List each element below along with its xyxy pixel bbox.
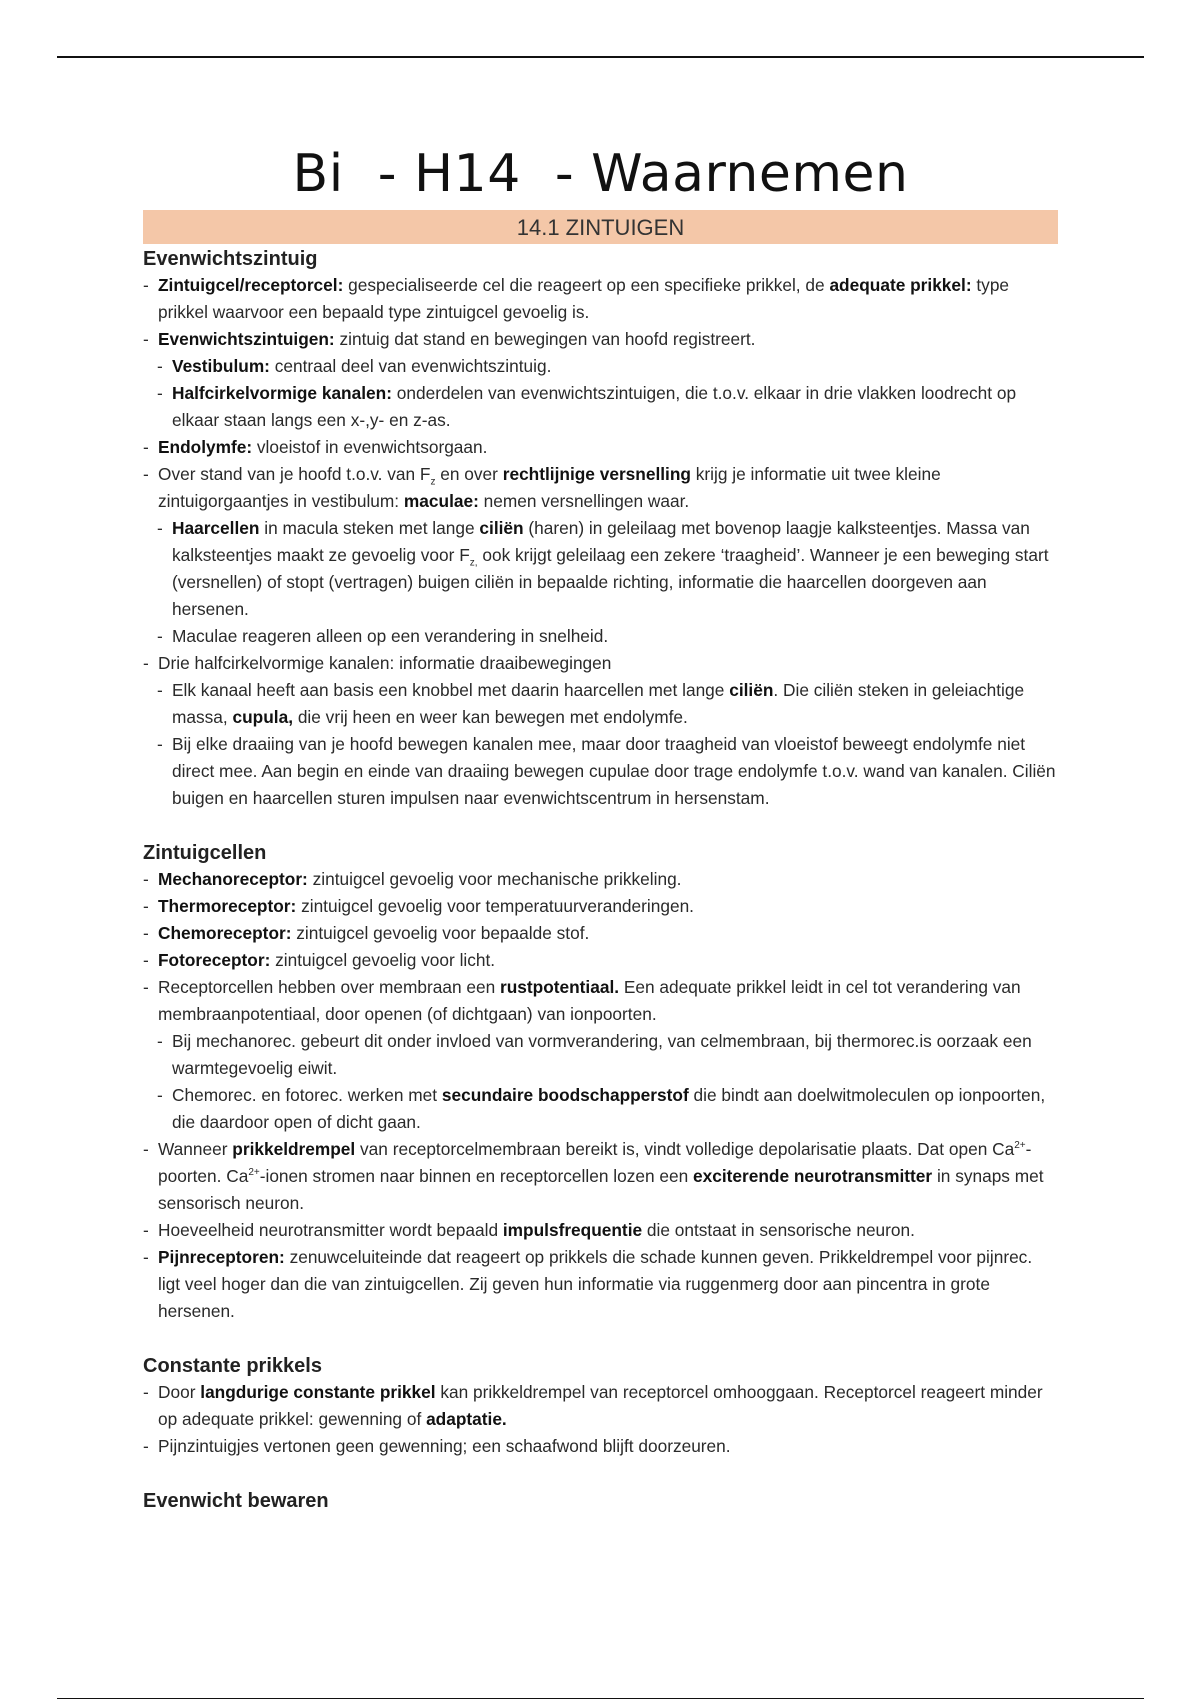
bold-term: adequate prikkel: bbox=[829, 275, 972, 295]
bold-term: maculae: bbox=[403, 491, 479, 511]
bold-term: ciliën bbox=[729, 680, 774, 700]
list-item bbox=[143, 866, 1058, 893]
superscript: 2+ bbox=[248, 1167, 260, 1179]
list-item bbox=[143, 380, 1058, 434]
list-item bbox=[143, 353, 1058, 380]
text-run: Hoeveelheid neurotransmitter wordt bepaald bbox=[158, 1220, 503, 1240]
text-run: Een adequate prikkel leidt in cel tot verandering van membraanpotentiaal, door openen (of dichtgaan) van ionpoorten. bbox=[158, 977, 1021, 1024]
text-run: zintuigcel gevoelig voor licht. bbox=[270, 950, 496, 970]
list-item bbox=[143, 515, 1058, 623]
list-item bbox=[143, 1136, 1058, 1217]
text-run: -poorten. Ca bbox=[158, 1139, 1032, 1186]
text-run: type prikkel waarvoor een bepaald type zintuigcel gevoelig is. bbox=[158, 275, 1010, 322]
text-run: zintuigcel gevoelig voor temperatuurveranderingen. bbox=[296, 896, 694, 916]
bold-term: Halfcirkelvormige kanalen: bbox=[172, 383, 392, 403]
list-item bbox=[143, 272, 1058, 326]
text-run: vloeistof in evenwichtsorgaan. bbox=[252, 437, 488, 457]
list-item bbox=[143, 1082, 1058, 1136]
list-item bbox=[143, 650, 1058, 677]
text-run: gespecialiseerde cel die reageert op een specifieke prikkel, de bbox=[343, 275, 830, 295]
bold-term: adaptatie. bbox=[426, 1409, 507, 1429]
text-run: Elk kanaal heeft aan basis een knobbel met daarin haarcellen met lange bbox=[172, 680, 730, 700]
text-run: in synaps met sensorisch neuron. bbox=[158, 1166, 1044, 1213]
text-run: van receptorcelmembraan bereikt is, vindt volledige depolarisatie plaats. Dat open Ca bbox=[355, 1139, 1015, 1159]
bullet-list bbox=[143, 272, 1058, 812]
list-item bbox=[143, 1244, 1058, 1325]
list-item bbox=[143, 947, 1058, 974]
text-run: Bij mechanorec. gebeurt dit onder invloed van vormverandering, van celmembraan, bij thermorec.is oorzaak een warmtegevoelig eiwit. bbox=[172, 1031, 1032, 1078]
section-heading: Evenwichtszintuig bbox=[143, 248, 318, 270]
text-run: (haren) in geleilaag met bovenop laagje kalksteentjes. Massa van kalksteentjes maakt ze gevoelig voor F bbox=[172, 518, 1030, 565]
bold-term: Pijnreceptoren: bbox=[158, 1247, 285, 1267]
list-item bbox=[143, 623, 1058, 650]
bold-term: impulsfrequentie bbox=[502, 1220, 643, 1240]
text-run: krijg je informatie uit twee kleine zintuigorgaantjes in vestibulum: bbox=[158, 464, 941, 511]
bold-term: langdurige constante prikkel bbox=[200, 1382, 436, 1402]
bold-term: Mechanoreceptor: bbox=[158, 869, 308, 889]
bold-term: ciliën bbox=[479, 518, 524, 538]
bold-term: Chemoreceptor: bbox=[158, 923, 292, 943]
section-heading: Zintuigcellen bbox=[143, 842, 267, 864]
section-heading: Constante prikkels bbox=[143, 1355, 322, 1377]
text-run: . Die ciliën steken in geleiachtige massa, bbox=[172, 680, 1025, 727]
text-run: kan prikkeldrempel van receptorcel omhooggaan. Receptorcel reageert minder op adequate prikkel: gewenning of bbox=[158, 1382, 1043, 1429]
text-run: Door bbox=[158, 1382, 201, 1402]
subscript: z, bbox=[469, 557, 478, 569]
text-run: en over bbox=[435, 464, 503, 484]
text-run: centraal deel van evenwichtszintuig. bbox=[269, 356, 552, 376]
bold-term: exciterende neurotransmitter bbox=[693, 1166, 933, 1186]
bold-term: Vestibulum: bbox=[172, 356, 270, 376]
bold-term: rechtlijnige versnelling bbox=[502, 464, 691, 484]
subscript: z bbox=[430, 476, 436, 488]
page-title: Bi - H14 - Waarnemen bbox=[292, 144, 909, 204]
list-item bbox=[143, 326, 1058, 353]
bold-term: secundaire boodschapperstof bbox=[441, 1085, 689, 1105]
bold-term: rustpotentiaal. bbox=[500, 977, 620, 997]
text-run: zenuwceluiteinde dat reageert op prikkels die schade kunnen geven. Prikkeldrempel voor pijnrec. ligt veel hoger dan die van zintuigcellen. Zij geven hun informatie via ruggenmerg door aan pincentra in grote hersenen. bbox=[158, 1247, 1033, 1321]
text-run: Over stand van je hoofd t.o.v. van F bbox=[158, 464, 431, 484]
list-item bbox=[143, 920, 1058, 947]
text-run: in macula steken met lange bbox=[259, 518, 480, 538]
text-run: -ionen stromen naar binnen en receptorcellen lozen een bbox=[259, 1166, 693, 1186]
list-item bbox=[143, 974, 1058, 1028]
text-run: Bij elke draaiing van je hoofd bewegen kanalen mee, maar door traagheid van vloeistof beweegt endolymfe niet direct mee. Aan begin en einde van draaiing bewegen cupulae door trage endolymfe t.o.v. wand van kanalen. Ciliën buigen en haarcellen sturen impulsen naar evenwichtscentrum in hersenstam. bbox=[172, 734, 1056, 808]
text-run: onderdelen van evenwichtszintuigen, die t.o.v. elkaar in drie vlakken loodrecht op elkaar staan langs een x-,y- en z-as. bbox=[172, 383, 1017, 430]
list-item bbox=[143, 1379, 1058, 1433]
text-run: Drie halfcirkelvormige kanalen: informatie draaibewegingen bbox=[158, 653, 612, 673]
section-heading: Evenwicht bewaren bbox=[143, 1490, 329, 1512]
text-run: die ontstaat in sensorische neuron. bbox=[642, 1220, 915, 1240]
text-run: zintuigcel gevoelig voor mechanische prikkeling. bbox=[307, 869, 682, 889]
bold-term: Haarcellen bbox=[172, 518, 260, 538]
list-item bbox=[143, 434, 1058, 461]
bold-term: Thermoreceptor: bbox=[158, 896, 297, 916]
text-run: die vrij heen en weer kan bewegen met endolymfe. bbox=[293, 707, 688, 727]
document-body bbox=[143, 246, 1058, 1514]
list-item bbox=[143, 1217, 1058, 1244]
list-item bbox=[143, 731, 1058, 812]
text-run: zintuigcel gevoelig voor bepaalde stof. bbox=[291, 923, 590, 943]
bold-term: Endolymfe: bbox=[158, 437, 253, 457]
text-run: die bindt aan doelwitmoleculen op ionpoorten, die daardoor open of dicht gaan. bbox=[172, 1085, 1046, 1132]
chapter-heading: 14.1 ZINTUIGEN bbox=[143, 210, 1058, 244]
superscript: 2+ bbox=[1014, 1140, 1026, 1152]
footer-rule bbox=[57, 1698, 1144, 1699]
bold-term: Fotoreceptor: bbox=[158, 950, 271, 970]
list-item bbox=[143, 1433, 1058, 1460]
bullet-list bbox=[143, 1379, 1058, 1460]
text-run: Pijnzintuigjes vertonen geen gewenning; een schaafwond blijft doorzeuren. bbox=[158, 1436, 731, 1456]
text-run: Wanneer bbox=[158, 1139, 233, 1159]
list-item bbox=[143, 893, 1058, 920]
list-item bbox=[143, 1028, 1058, 1082]
bold-term: prikkeldrempel bbox=[232, 1139, 356, 1159]
text-run: nemen versnellingen waar. bbox=[478, 491, 690, 511]
text-run: ook krijgt geleilaag een zekere ‘traagheid’. Wanneer je een beweging start (versnellen) of stopt (vertragen) buigen ciliën in bepaalde richting, informatie die haarcellen doorgeven aan hersenen. bbox=[172, 545, 1049, 619]
document-page bbox=[143, 140, 1058, 1514]
text-run: Receptorcellen hebben over membraan een bbox=[158, 977, 500, 997]
list-item bbox=[143, 461, 1058, 515]
bold-term: cupula, bbox=[232, 707, 294, 727]
header-rule bbox=[57, 56, 1144, 58]
list-item bbox=[143, 677, 1058, 731]
bold-term: Zintuigcel/receptorcel: bbox=[158, 275, 344, 295]
text-run: Chemorec. en fotorec. werken met bbox=[172, 1085, 442, 1105]
text-run: Maculae reageren alleen op een verandering in snelheid. bbox=[172, 626, 609, 646]
text-run: zintuig dat stand en bewegingen van hoofd registreert. bbox=[334, 329, 756, 349]
bold-term: Evenwichtszintuigen: bbox=[158, 329, 335, 349]
bullet-list bbox=[143, 866, 1058, 1325]
